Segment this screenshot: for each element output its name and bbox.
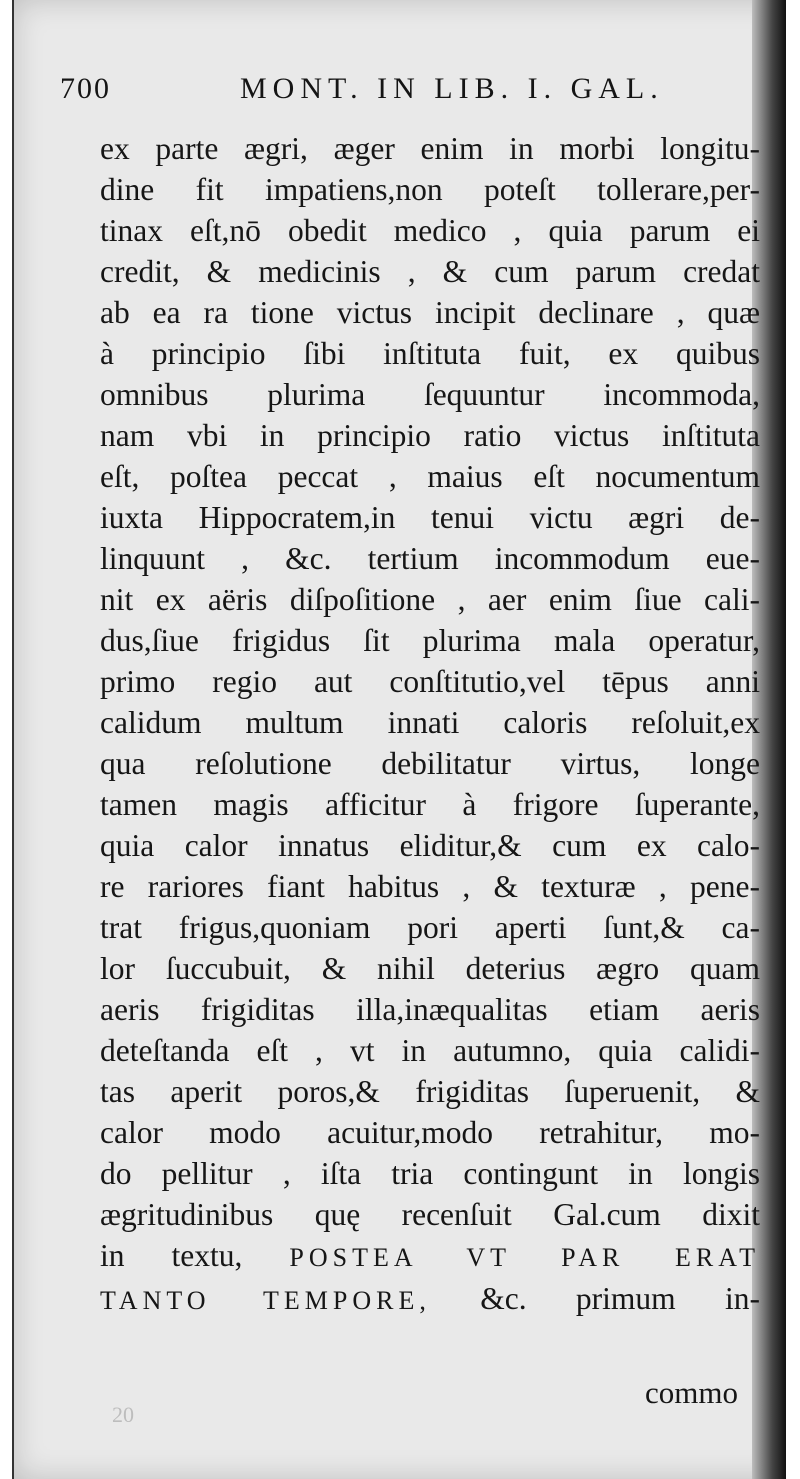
catchword: commo: [645, 1375, 738, 1410]
text-line: tinax eſt,nō obedit medico , quia parum ei: [100, 213, 760, 248]
text-line: iuxta Hippocratem,in tenui victu ægri de-: [100, 500, 760, 535]
text-line: re rariores fiant habitus , & texturæ , pene-: [100, 869, 760, 904]
text-line: calor modo acuitur,modo retrahitur, mo-: [100, 1115, 760, 1150]
text-line: trat frigus,quoniam pori aperti ſunt,& ca-: [100, 910, 760, 945]
text-line: primo regio aut conſtitutio,vel tēpus anni: [100, 664, 760, 699]
text-line: tas aperit poros,& frigiditas ſuperuenit, &: [100, 1074, 760, 1109]
text-line: deteſtanda eſt , vt in autumno, quia calidi-: [100, 1033, 760, 1068]
text-line-with-small-caps: [100, 1278, 760, 1321]
text-line: eſt, poſtea peccat , maius eſt nocumentum: [100, 459, 760, 494]
text-line: ægritudinibus quę recenſuit Gal.cum dixit: [100, 1197, 760, 1232]
text-line: dine fit impatiens,non poteſt tollerare,per-: [100, 172, 760, 207]
page-header: [60, 72, 680, 116]
text-line: aeris frigiditas illa,inæqualitas etiam aeris: [100, 992, 760, 1027]
text-line: linquunt , &c. tertium incommodum eue-: [100, 541, 760, 576]
small-caps-quote: TANTO TEMPORE,: [100, 1286, 431, 1315]
text-line: à principio ſibi inſtituta fuit, ex quibus: [100, 336, 760, 371]
text-line: ab ea ra tione victus incipit declinare , quæ: [100, 295, 760, 330]
text-line: ex parte ægri, æger enim in morbi longitu-: [100, 131, 760, 166]
faint-signature-mark: 20: [112, 1402, 134, 1427]
text-line: tamen magis afficitur à frigore ſuperante,: [100, 787, 760, 822]
text-line: lor ſuccubuit, & nihil deterius ægro quam: [100, 951, 760, 986]
text-line: dus,ſiue frigidus ſit plurima mala operatur,: [100, 623, 760, 658]
text-line: nam vbi in principio ratio victus inſtituta: [100, 418, 760, 453]
text-line: quia calor innatus eliditur,& cum ex calo-: [100, 828, 760, 863]
text-line: qua reſolutione debilitatur virtus, longe: [100, 746, 760, 781]
body-text: [100, 128, 760, 1321]
text-line: nit ex aëris diſpoſitione , aer enim ſiue cali-: [100, 582, 760, 617]
text-segment: &c. primum in-: [480, 1281, 760, 1316]
text-line: omnibus plurima ſequuntur incommoda,: [100, 377, 760, 412]
text-segment: in textu,: [100, 1238, 243, 1273]
running-head: MONT. IN LIB. I. GAL.: [240, 72, 664, 105]
text-line-with-small-caps: [100, 1235, 760, 1278]
text-line: credit, & medicinis , & cum parum credat: [100, 254, 760, 289]
page-number: 700: [60, 72, 111, 105]
text-line: do pellitur , iſta tria contingunt in longis: [100, 1156, 760, 1191]
text-line: calidum multum innati caloris reſoluit,ex: [100, 705, 760, 740]
small-caps-quote: POSTEA VT PAR ERAT: [289, 1243, 760, 1272]
